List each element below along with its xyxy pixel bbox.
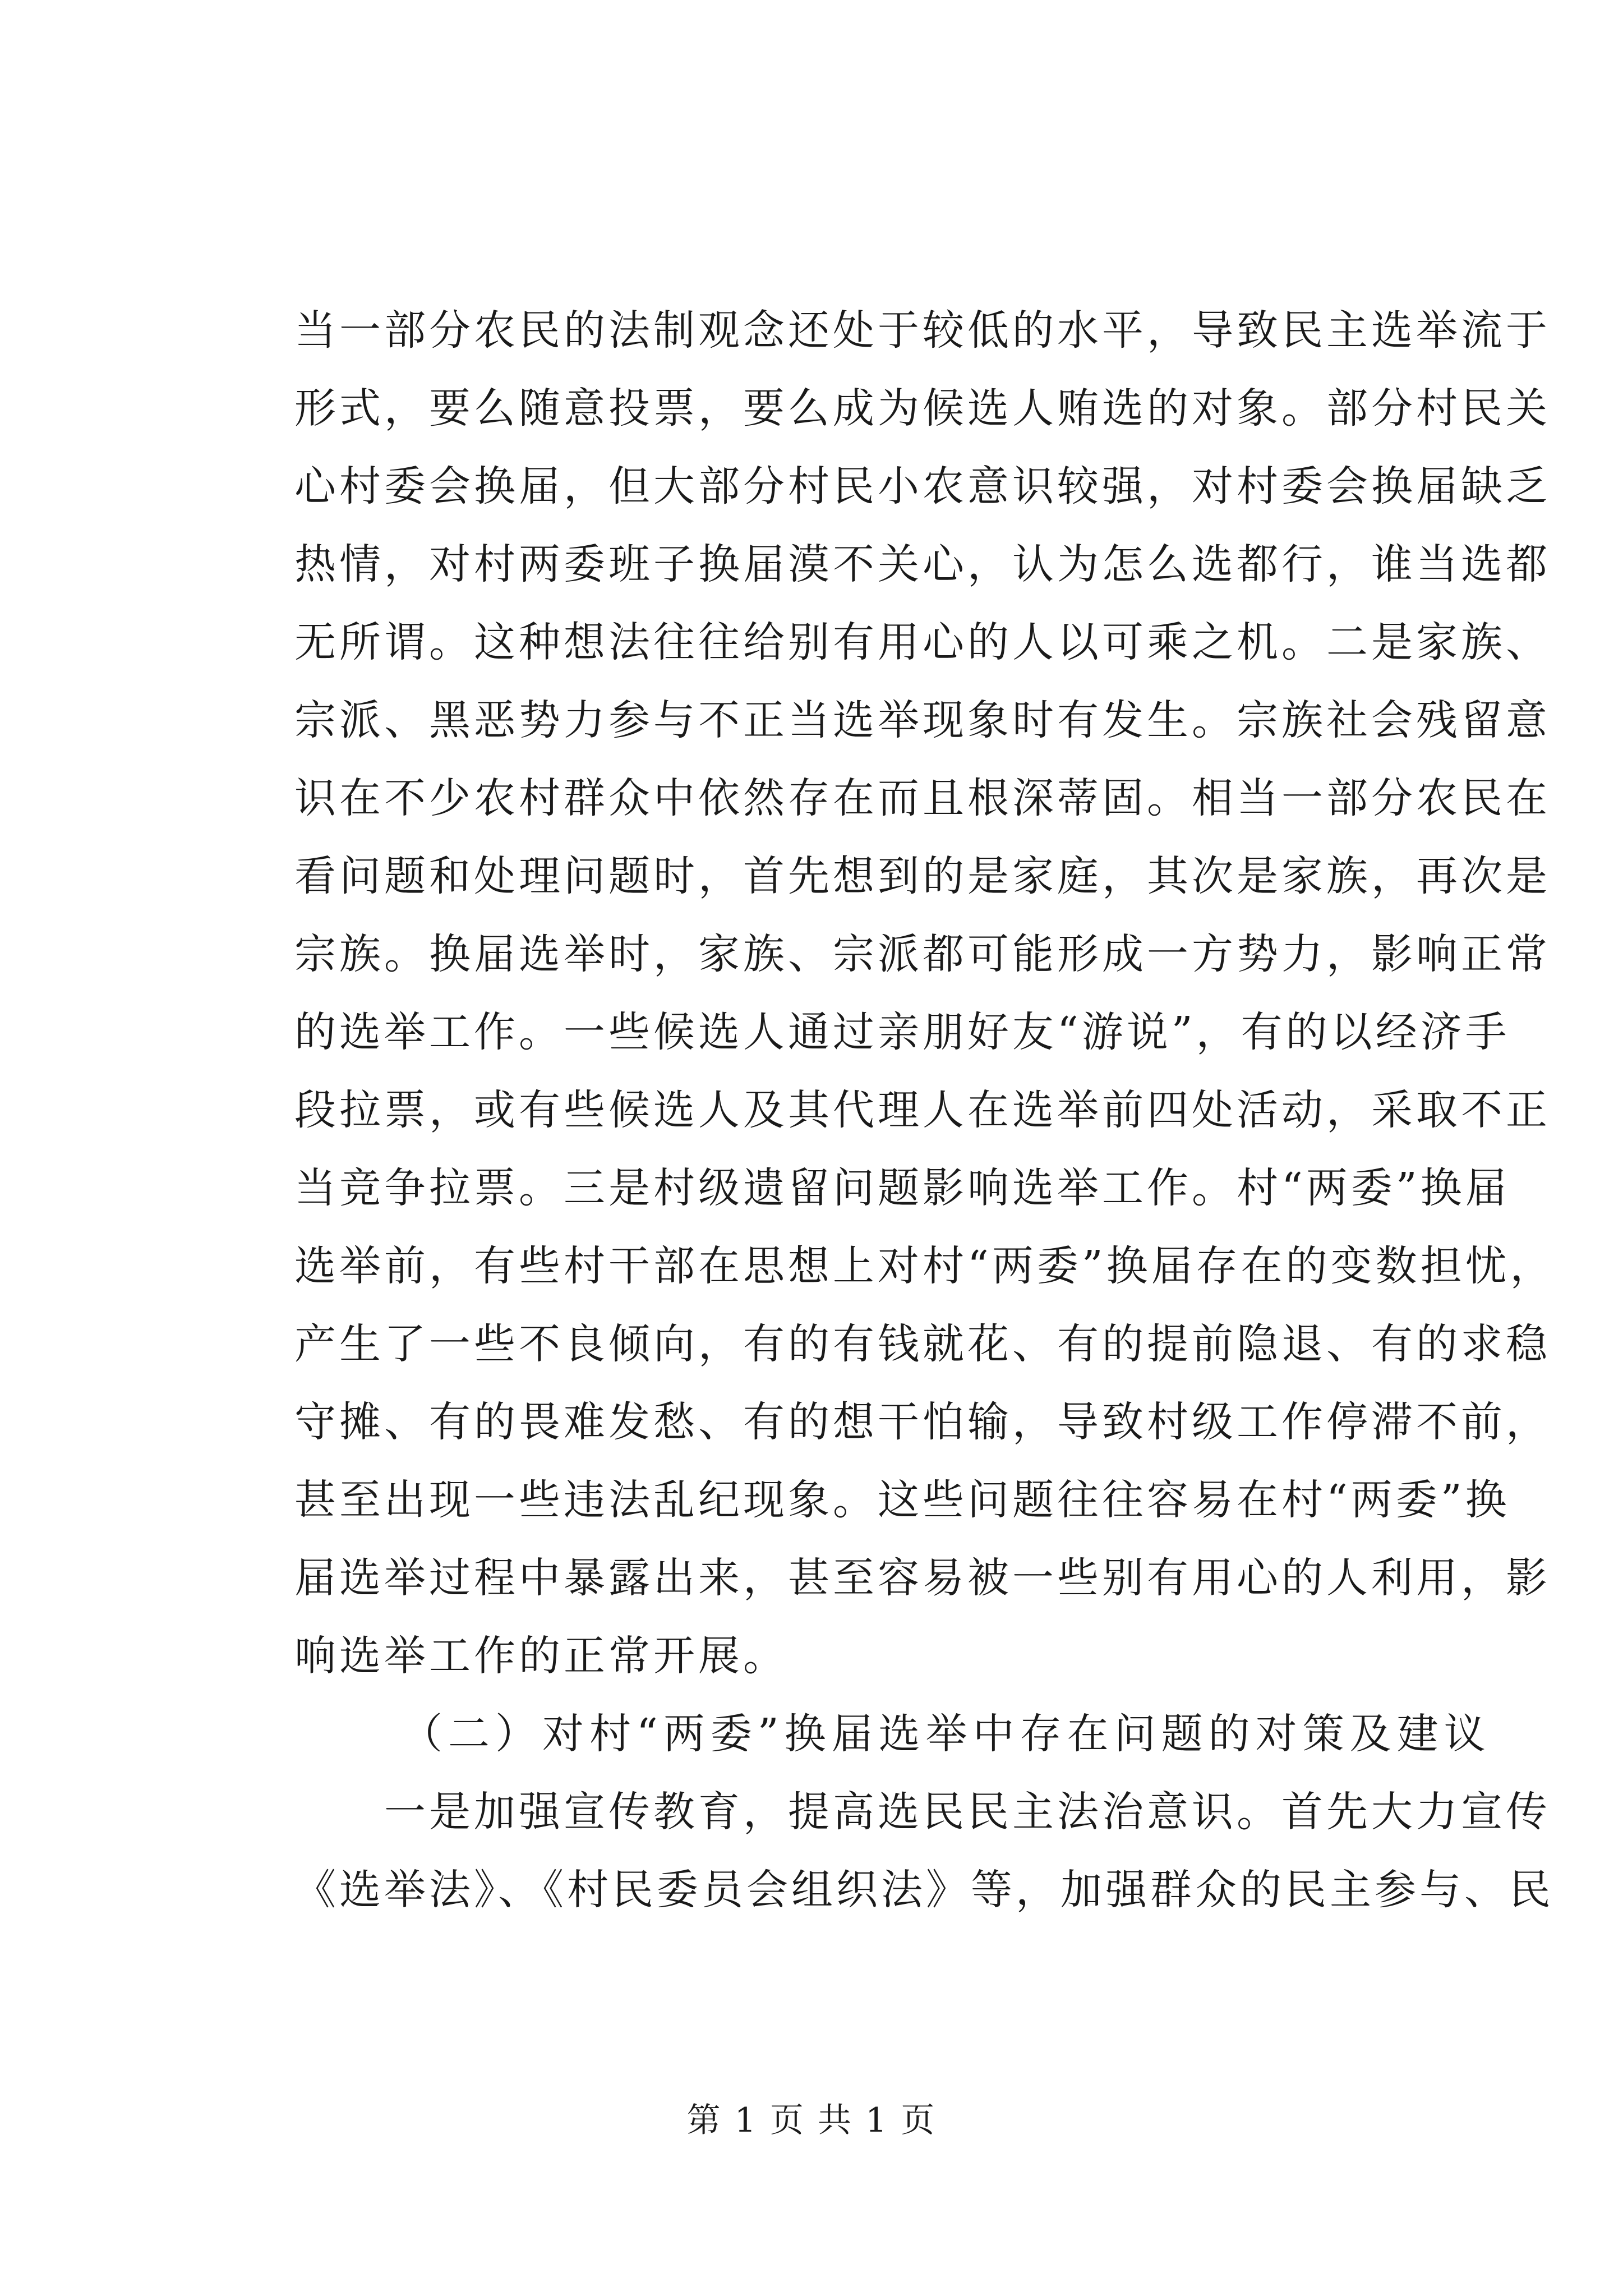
- text-line: 热情，对村两委班子换届漠不关心，认为怎么选都行，谁当选都: [294, 540, 1551, 588]
- text-line: 守摊、有的畏难发愁、有的想干怕输，导致村级工作停滞不前，: [294, 1398, 1551, 1446]
- text-line: 心村委会换届，但大部分村民小农意识较强，对村委会换届缺乏: [294, 462, 1551, 510]
- text-line: 届选举过程中暴露出来，甚至容易被一些别有用心的人利用，影: [294, 1554, 1551, 1602]
- paragraph-line: 一是加强宣传教育，提高选民民主法治意识。首先大力宣传: [384, 1788, 1551, 1836]
- text-line: 宗族。换届选举时，家族、宗派都可能形成一方势力，影响正常: [294, 930, 1551, 978]
- text-line: 形式，要么随意投票，要么成为候选人贿选的对象。部分村民关: [294, 384, 1551, 432]
- text-line: 段拉票，或有些候选人及其代理人在选举前四处活动，采取不正: [294, 1086, 1551, 1134]
- paragraph-line: 《选举法》、《村民委员会组织法》等，加强群众的民主参与、民: [294, 1866, 1554, 1914]
- text-line: 当竞争拉票。三是村级遗留问题影响选举工作。村“两委”换届: [294, 1164, 1510, 1212]
- text-line: 甚至出现一些违法乱纪现象。这些问题往往容易在村“两委”换: [294, 1476, 1510, 1524]
- text-line: 识在不少农村群众中依然存在而且根深蒂固。相当一部分农民在: [294, 774, 1551, 822]
- page-footer: 第 1 页 共 1 页: [686, 2101, 937, 2140]
- text-line: 无所谓。这种想法往往给别有用心的人以可乘之机。二是家族、: [294, 618, 1551, 666]
- section-heading: （二）对村“两委”换届选举中存在问题的对策及建议: [401, 1710, 1491, 1758]
- text-line: 产生了一些不良倾向，有的有钱就花、有的提前隐退、有的求稳: [294, 1320, 1551, 1368]
- text-line: 宗派、黑恶势力参与不正当选举现象时有发生。宗族社会残留意: [294, 696, 1551, 744]
- text-line: 响选举工作的正常开展。: [294, 1632, 788, 1680]
- text-line: 选举前，有些村干部在思想上对村“两委”换届存在的变数担忧，: [294, 1242, 1555, 1290]
- text-line: 的选举工作。一些候选人通过亲朋好友“游说”，有的以经济手: [294, 1008, 1510, 1056]
- text-line: 当一部分农民的法制观念还处于较低的水平，导致民主选举流于: [294, 306, 1551, 355]
- body-text: [294, 292, 1555, 1929]
- text-line: 看问题和处理问题时，首先想到的是家庭，其次是家族，再次是: [294, 852, 1551, 900]
